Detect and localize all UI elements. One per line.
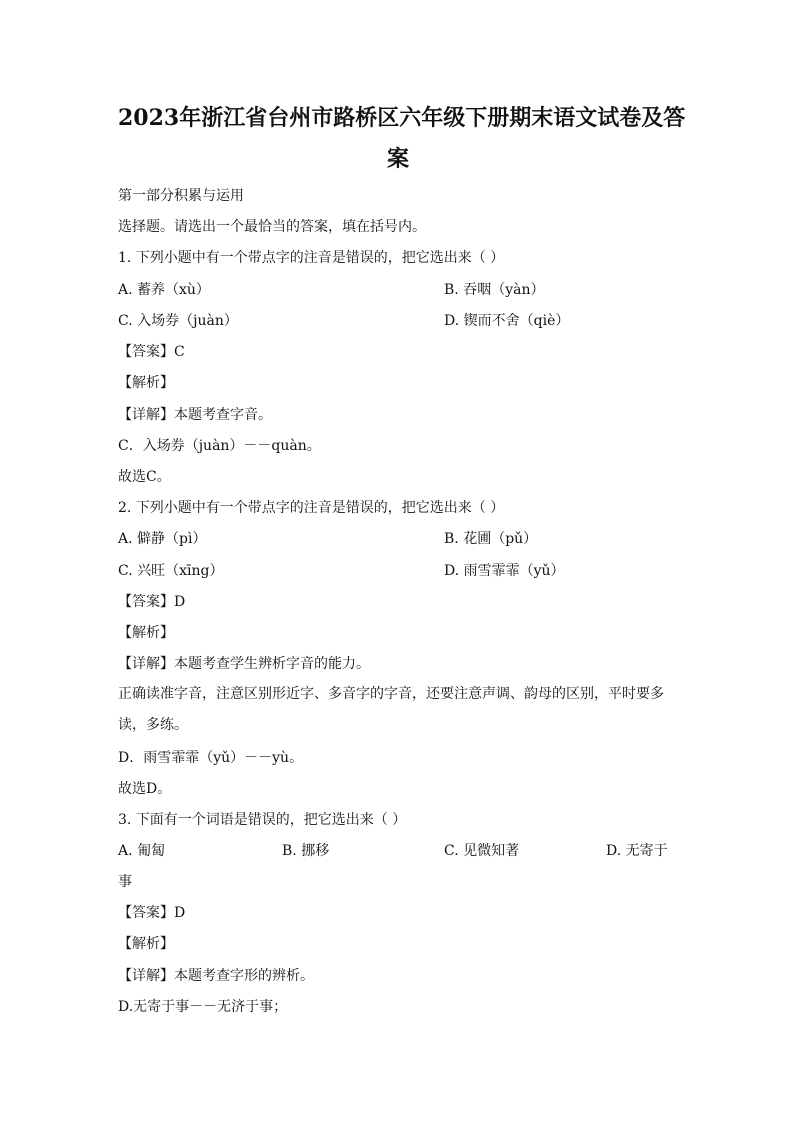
question-3-option-b: B. 挪移 [282,843,330,859]
question-1-option-d: D. 锲而不舍（qiè） [444,313,570,329]
question-2-conclusion: 故选D。 [118,781,172,797]
question-1-analysis-heading: 【解析】 [118,375,174,391]
question-1-stem: 1. 下列小题中有一个带点字的注音是错误的，把它选出来（ ） [118,250,505,266]
question-1-answer: 【答案】C [118,344,185,360]
question-2-explanation: D．雨雪霏霏（yǔ）－－yù。 [118,750,304,766]
question-1-detail: 【详解】本题考查字音。 [118,407,272,423]
question-3-stem: 3. 下面有一个词语是错误的，把它选出来（ ） [118,812,407,828]
section-heading: 第一部分积累与运用 [118,188,244,204]
document-title-line-1: 2023年浙江省台州市路桥区六年级下册期末语文试卷及答 [118,105,686,131]
question-1-option-c: C. 入场券（juàn） [118,313,238,329]
question-1-option-b: B. 吞咽（yàn） [444,282,545,298]
question-2-detail: 【详解】本题考查学生辨析字音的能力。 [118,656,370,672]
instruction-text: 选择题。请选出一个最恰当的答案，填在括号内。 [118,219,426,235]
question-1-conclusion: 故选C。 [118,469,171,485]
question-3-detail: 【详解】本题考查字形的辨析。 [118,968,314,984]
question-2-analysis-heading: 【解析】 [118,625,174,641]
question-3-answer: 【答案】D [118,905,186,921]
question-2-answer: 【答案】D [118,594,186,610]
question-2-stem: 2. 下列小题中有一个带点字的注音是错误的，把它选出来（ ） [118,500,505,516]
question-1-explanation: C．入场券（juàn）－－quàn。 [118,438,321,454]
question-2-option-a: A. 僻静（pì） [118,531,207,547]
question-2-paragraph: 正确读准字音，注意区别形近字、多音字的字音，还要注意声调、韵母的区别，平时要多读，多练。 [118,686,664,733]
question-1-option-a: A. 蓄养（xù） [118,282,210,298]
question-2-option-b: B. 花圃（pǔ） [444,531,538,547]
question-3-analysis-heading: 【解析】 [118,936,174,952]
question-2-option-c: C. 兴旺（xīng） [118,563,224,579]
question-3-option-d: D. 无寄于 [606,843,668,859]
question-2-option-d: D. 雨雪霏霏（yǔ） [444,563,565,579]
question-3-explanation: D.无寄于事－－无济于事； [118,999,288,1015]
question-3-option-c: C. 见微知著 [444,843,520,859]
question-3-option-a: A. 匍匐 [118,843,166,859]
document-title-line-2: 案 [386,146,409,172]
question-3-option-d-wrap: 事 [118,874,132,890]
